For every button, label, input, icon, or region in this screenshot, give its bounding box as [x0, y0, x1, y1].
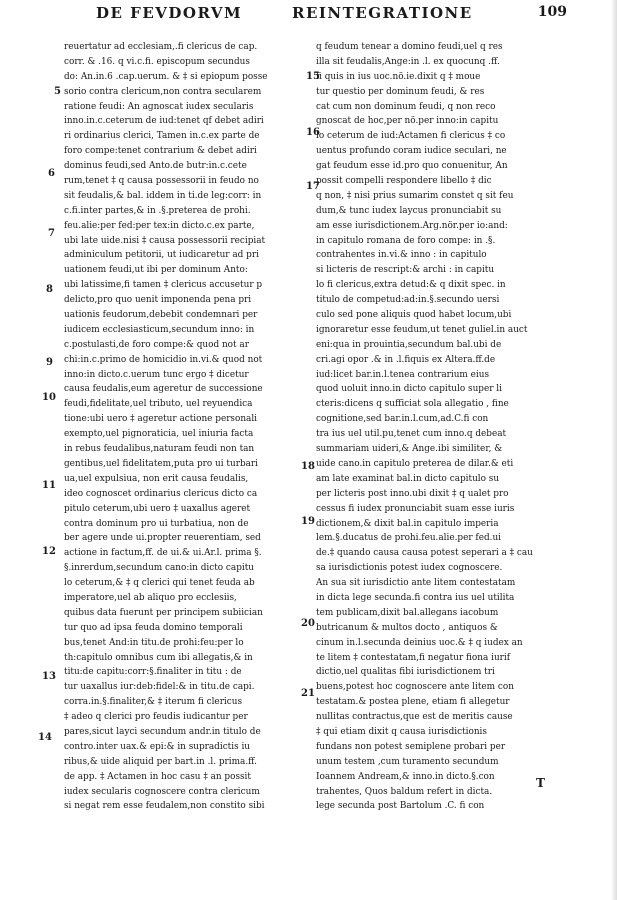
text-line: uide cano.in capitulo preterea de dilar.& eti — [316, 458, 514, 469]
left-text-column — [64, 40, 296, 814]
text-line: illa sit feudalis,Ange:in .l. ex quocunq .ff. — [316, 56, 500, 67]
text-line: bus,tenet And:in titu.de prohi:feu:per lo — [64, 637, 244, 648]
text-line: gentibus,uel fidelitatem,puta pro ui turbari — [64, 458, 259, 469]
text-line: lo ceterum de iud:Actamen fi clericus ‡ co — [316, 131, 506, 142]
text-line: tra ius uel util.pu,tenet cum inno.q debeat — [316, 429, 507, 440]
text-line: tione:ubi uero ‡ ageretur actione personali — [64, 414, 258, 425]
text-line: in rebus feudalibus,naturam feudi non tan — [64, 444, 255, 455]
text-line: cinum in.l.secunda deinius uoc.& ‡ q iudex an — [316, 637, 523, 648]
text-line: iudicem ecclesiasticum,secundum inno: in — [64, 324, 255, 335]
text-line: adminiculum petitorii, ut iudicaretur ad pri — [64, 250, 259, 261]
text-line: actione in factum,ff. de ui.& ui.Ar.l. prima §. — [64, 548, 262, 559]
text-line: de app. ‡ Actamen in hoc casu ‡ an possit — [64, 771, 251, 782]
catchword: T — [536, 776, 545, 790]
text-line: pares,sicut layci secundum andr.in titulo de — [64, 726, 261, 737]
text-line: uentus profundo coram iudice seculari, ne — [316, 146, 507, 157]
text-line: ideo cognoscet ordinarius clericus dicto ca — [64, 488, 258, 499]
text-line: Ioannem Andream,& inno.in dicto.§.con — [316, 771, 495, 782]
text-line: sa iurisdictionis potest iudex cognoscere. — [316, 563, 503, 574]
text-line: tur quo ad ipsa feuda domino temporali — [64, 622, 243, 633]
text-line: reuertatur ad ecclesiam,.fi clericus de cap. — [64, 42, 258, 52]
margin-number: 13 — [42, 671, 56, 682]
text-line: trahentes, Quos baldum refert in dicta. — [316, 786, 493, 797]
text-line: q feudum tenear a domino feudi,uel q res — [316, 42, 503, 52]
text-line: cognitione,sed bar.in.l.cum,ad.C.fi con — [316, 414, 489, 425]
text-line: uationis feudorum,debebit condemnari per — [64, 310, 258, 321]
margin-number: 8 — [46, 284, 53, 295]
text-line: q non, ‡ nisi prius sumarim constet q sit feu — [316, 190, 514, 201]
margin-number: 11 — [42, 480, 56, 491]
text-line: fi quis in ius uoc.nö.ie.dixit q ‡ moue — [316, 71, 481, 82]
text-line: corra.in.§.finaliter,& ‡ iterum fi clericus — [64, 697, 243, 708]
text-line: cat cum non dominum feudi, q non reco — [316, 101, 496, 112]
text-line: contrahentes in.vi.& inno : in capitulo — [316, 250, 487, 261]
text-line: ratione feudi: An agnoscat iudex secularis — [64, 101, 254, 112]
text-line: imperatore,uel ab aliquo pro ecclesiis, — [64, 592, 237, 603]
text-line: dictio,uel qualitas fibi iurisdictionem tri — [316, 667, 495, 678]
text-line: ri ordinarius clerici, Tamen in.c.ex parte de — [64, 131, 260, 142]
text-line: rum,tenet ‡ q causa possessorii in feudo no — [64, 176, 259, 187]
text-line: sit feudalis,& bal. iddem in ti.de leg:corr: in — [64, 190, 262, 201]
text-line: in dicta lege secunda.fi contra ius uel utilita — [316, 592, 515, 603]
text-line: fundans non potest semiplene probari per — [316, 741, 506, 752]
text-line: buens,potest hoc cognoscere ante litem con — [316, 682, 514, 693]
header-left-title: DE FEVDORVM — [96, 4, 243, 22]
margin-number: 14 — [38, 732, 52, 743]
text-line: iudex secularis cognoscere contra clericum — [64, 786, 260, 797]
text-line: ua,uel expulsiua, non erit causa feudalis, — [64, 473, 249, 484]
text-line: ‡ qui etiam dixit q causa iurisdictionis — [316, 726, 487, 737]
text-line: cessus fi iudex pronunciabit suam esse iuris — [316, 503, 515, 514]
text-line: eni:qua in prouintia,secundum bal.ubi de — [316, 339, 502, 350]
text-line: ignoraretur esse feudum,ut tenet guliel.in auct — [316, 324, 528, 335]
margin-number: 16 — [306, 127, 320, 138]
margin-number: 7 — [48, 228, 55, 239]
text-line: inno.in.c.ceterum de iud:tenet qf debet adiri — [64, 116, 264, 127]
text-line: tur uaxallus iur:deb:fidel:& in titu.de capi. — [64, 682, 255, 693]
margin-number: 18 — [301, 461, 315, 472]
text-line: lem.§.ducatus de prohi.feu.alie.per fed.ui — [316, 533, 502, 544]
text-line: contro.inter uax.& epi:& in supradictis iu — [64, 741, 251, 752]
text-line: in capitulo romana de foro compe: in .§. — [316, 235, 496, 246]
margin-number: 6 — [48, 168, 55, 179]
text-line: dum,& tunc iudex laycus pronunciabit su — [316, 205, 502, 216]
text-line: cteris:dicens q sufficiat sola allegatio , fine — [316, 399, 509, 410]
text-line: titulo de competud:ad:in.§.secundo uersi — [316, 295, 500, 306]
text-line: am late examinat bal.in dicto capitulo su — [316, 473, 500, 484]
margin-number: 17 — [306, 181, 320, 192]
text-line: si licteris de rescript:& archi : in capitu — [316, 265, 495, 276]
text-line: per licteris post inno.ubi dixit ‡ q ualet pro — [316, 488, 509, 499]
text-line: quibus data fuerunt per principem subiician — [64, 607, 263, 618]
text-line: inno:in dicto.c.uerum tunc ergo ‡ dicetur — [64, 369, 249, 380]
text-line: quod uoluit inno.in dicto capitulo super li — [316, 384, 502, 395]
text-line: foro compe:tenet contrarium & debet adiri — [64, 146, 257, 157]
text-line: ubi late uide.nisi ‡ causa possessorii recipiat — [64, 235, 266, 246]
text-line: do: An.in.6 .cap.uerum. & ‡ si epiopum posse — [64, 71, 268, 82]
text-line: iud:licet bar.in.l.tenea contrarium eius — [316, 369, 490, 380]
text-line: te litem ‡ contestatam,fi negatur fiona iurif — [316, 652, 511, 663]
text-line: am esse iurisdictionem.Arg.nör.per io:and: — [316, 220, 508, 231]
text-line: summariam uideri,& Ange.ibi similiter, & — [316, 444, 503, 455]
text-line: ber agere unde ui.propter reuerentiam, sed — [64, 533, 261, 544]
margin-number: 12 — [42, 546, 56, 557]
text-line: uationem feudi,ut ibi per dominum Anto: — [64, 265, 248, 276]
text-line: c.fi.inter partes,& in .§.preterea de prohi. — [64, 205, 251, 216]
text-line: gnoscat de hoc,per nö.per inno:in capitu — [316, 116, 499, 127]
text-line: ‡ adeo q clerici pro feudis iudicantur per — [64, 712, 248, 723]
running-header — [96, 4, 567, 26]
text-line: ubi latissime,fi tamen ‡ clericus accusetur p — [64, 280, 263, 291]
text-line: cri.agi opor .& in .l.fiquis ex Altera.ff.de — [316, 354, 496, 365]
margin-number: 21 — [301, 688, 315, 699]
text-line: §.inrerdum,secundum cano:in dicto capitu — [64, 563, 254, 574]
text-line: feudi,fidelitate,uel tributo, uel reyuendica — [64, 399, 253, 410]
text-line: possit compelli respondere libello ‡ dic — [316, 176, 492, 187]
text-line: gat feudum esse id.pro quo conuenitur, An — [316, 161, 508, 172]
margin-number: 10 — [42, 392, 56, 403]
page-edge-shadow — [611, 0, 617, 900]
text-line: An sua sit iurisdictio ante litem contestatam — [316, 578, 516, 589]
page-number: 109 — [537, 4, 567, 20]
text-line: sorio contra clericum,non contra secularem — [64, 86, 262, 97]
text-line: exempto,uel pignoraticia, uel iniuria facta — [64, 429, 254, 440]
text-line: si negat rem esse feudalem,non constito sibi — [64, 801, 265, 812]
margin-number: 19 — [301, 516, 315, 527]
margin-number: 5 — [54, 86, 61, 97]
text-line: culo sed pone aliquis quod habet locum,ubi — [316, 310, 512, 321]
text-line: nullitas contractus,que est de meritis cause — [316, 712, 513, 723]
text-line: butricanum & multos docto , antiquos & — [316, 622, 498, 633]
margin-number: 20 — [301, 618, 315, 629]
text-line: unum testem ,cum turamento secundum — [316, 756, 499, 767]
text-line: delicto,pro quo uenit imponenda pena pri — [64, 295, 252, 306]
text-line: corr. & .16. q vi.c.fi. episcopum secundus — [64, 56, 250, 67]
text-line: tur questio per dominum feudi, & res — [316, 86, 485, 97]
text-line: lo fi clericus,extra detud:& q dixit spec. in — [316, 280, 506, 291]
text-line: de.‡ quando causa causa potest seperari a ‡ cau — [316, 548, 533, 559]
text-line: testatam.& postea plene, etiam fi allegetur — [316, 697, 510, 708]
margin-number: 9 — [46, 357, 53, 368]
text-line: ribus,& uide aliquid per bart.in .l. prima.ff. — [64, 756, 257, 767]
text-line: dominus feudi,sed Anto.de butr:in.c.cete — [64, 161, 247, 172]
text-line: lege secunda post Bartolum .C. fi con — [316, 801, 485, 812]
right-text-column — [316, 40, 556, 814]
margin-number: 15 — [306, 71, 320, 82]
text-line: chi:in.c.primo de homicidio in.vi.& quod not — [64, 354, 263, 365]
text-line: th:capitulo omnibus cum ibi allegatis,& in — [64, 652, 253, 663]
text-line: pitulo ceterum,ubi uero ‡ uaxallus ageret — [64, 503, 251, 514]
text-line: dictionem,& dixit bal.in capitulo imperia — [316, 518, 499, 529]
text-line: lo ceterum,& ‡ q clerici qui tenet feuda ab — [64, 578, 255, 589]
text-line: causa feudalis,eum ageretur de successione — [64, 384, 263, 395]
text-line: tem publicam,dixit bal.allegans iacobum — [316, 607, 499, 618]
text-line: titu:de capitu:corr:§.finaliter in titu : de — [64, 667, 242, 678]
text-line: contra dominum pro ui turbatiua, non de — [64, 518, 249, 529]
text-line: c.postulasti,de foro compe:& quod not ar — [64, 339, 249, 350]
text-line: feu.alie:per fed:per tex:in dicto.c.ex parte, — [64, 220, 255, 231]
header-right-title: REINTEGRATIONE — [292, 4, 473, 22]
